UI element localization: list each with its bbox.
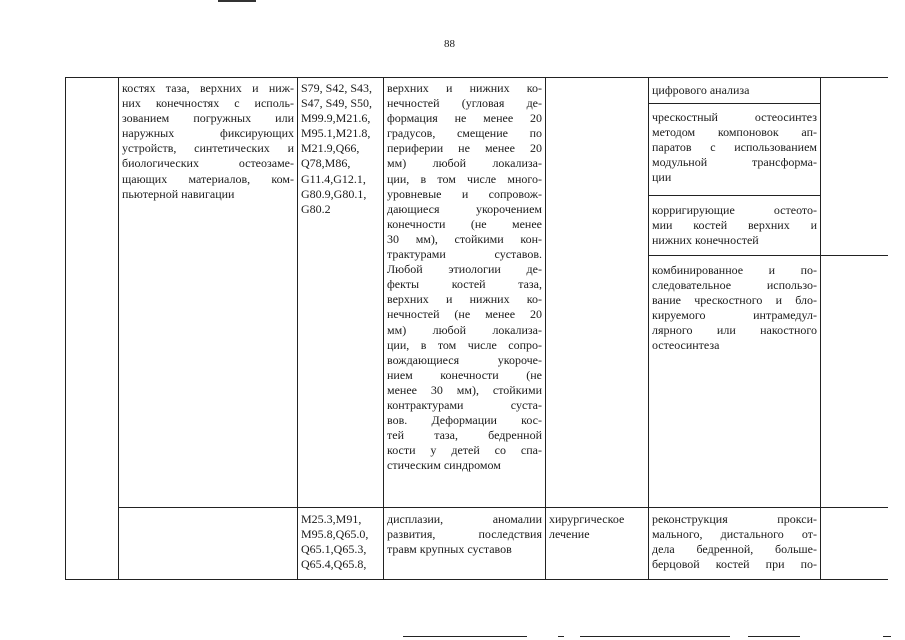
scan-mark (218, 0, 256, 2)
row1-col6-method-2: корригирующие остеото- мии костей верхних и нижних конечностей (652, 203, 817, 248)
row1-col2-method-name: костях таза, верхних и ниж- них конечностях с исполь- зованием погружных или наружных фиксирующих устройств, синтетических и биологических остеозаме- щающих материалов, ком- пьютерной навигации (122, 81, 294, 201)
row2-col5-treatment-type: хирургическое лечение (549, 512, 625, 542)
row1-col6-method-0: цифрового анализа (652, 83, 750, 97)
row1-col6-method-3: комбинированное и по- следовательное использо- вание чрескостного и бло- кируемого интрамедул- лярного или накостного остеосинтеза (652, 263, 817, 353)
row1-col6-method-1: чрескостный остеосинтез методом компоновок ап- паратов с использованием модульной трансформа- ции (652, 110, 817, 185)
row2-col4-patient-model: дисплазии, аномалии развития, последствия травм крупных суставов (387, 512, 542, 557)
page-number: 88 (444, 38, 455, 50)
row2-col6-method: реконструкция прокси- мального, дистального от- дела бедренной, больше- берцовой костей при по- (652, 512, 817, 572)
row1-col3-icd-codes: S79, S42, S43, S47, S49, S50, M99.9,M21.6, M95.1,M21.8, M21.9,Q66, Q78,M86, G11.4,G12.1, G80.9,G80.1, G80.2 (301, 81, 373, 216)
row1-col4-patient-model: верхних и нижних ко- нечностей (угловая де- формация не менее 20 градусов, смещение по периферии не менее 20 мм) любой локализа- ции, в том числе много- уровневые и сопровож- дающиеся укорочением конечности (не менее 30 мм), стойкими кон- трактурами суставов. Любой этиологии де- фекты костей таза, верхних и нижних ко- нечностей (не менее 20 мм) любой локализа- ции, в том числе сопро- вождающиеся укороче- нием конечности (не менее 30 мм), стойкими контрактурами суста- вов. Деформации кос- тей таза, бедренной кости у детей со спа- стическим синдромом (387, 81, 542, 473)
row2-col3-icd-codes: M25.3,M91, M95.8,Q65.0, Q65.1,Q65.3, Q65.4,Q65.8, (301, 512, 369, 572)
